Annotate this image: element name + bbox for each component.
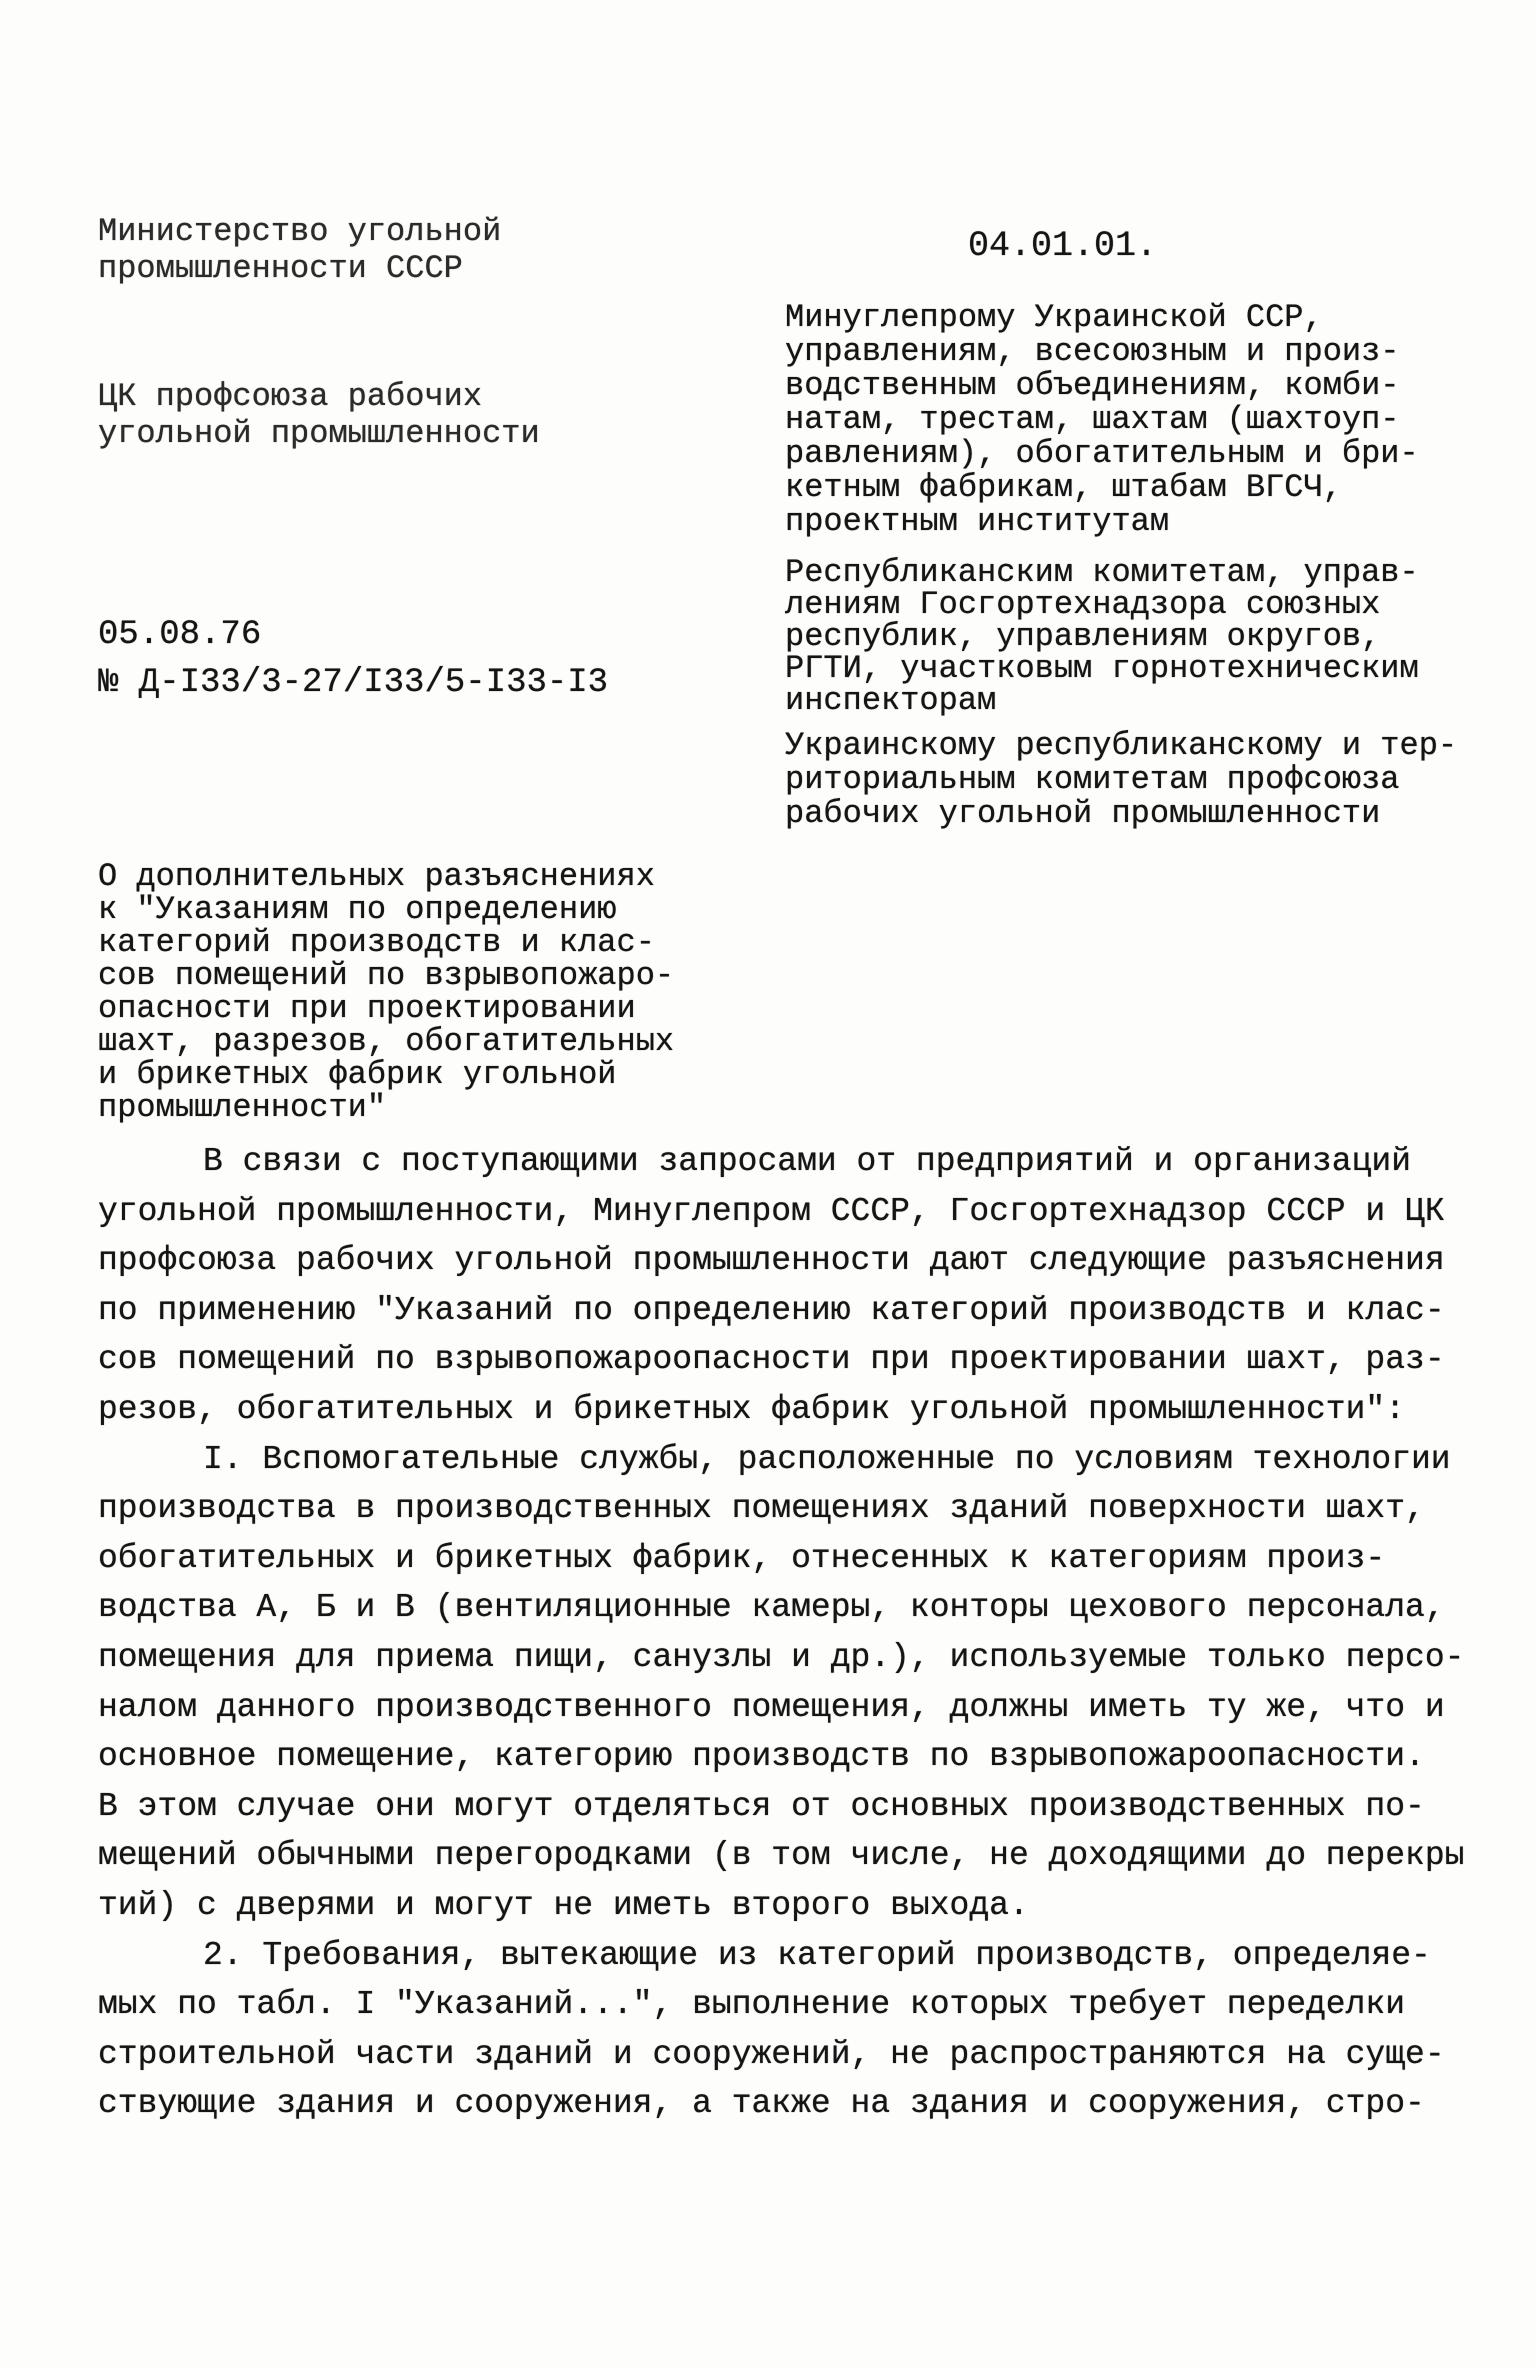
addressee-line: РГТИ, участковым горнотехническим [785,650,1419,687]
subject-line: к "Указаниям по определению [98,891,617,928]
issuer-ministry [98,213,501,287]
body-line: 2. Требования, вытекающие из категорий производств, определяе- [203,1936,1431,1974]
addressee-group-2 [785,554,1419,719]
addressee-line: кетным фабрикам, штабам ВГСЧ, [785,469,1342,506]
issuer-line: угольной промышленности [98,415,540,452]
body-line: профсоюза рабочих угольной промышленности дают следующие разъяснения [98,1242,1445,1280]
addressee-line: Украинскому республиканскому и тер- [785,727,1458,764]
body-line: В этом случае они могут отделяться от основных производственных по- [98,1787,1425,1825]
issuer-line: Министерство угольной [98,213,502,250]
subject-line: опасности при проектировании [98,990,636,1027]
addressee-line: Минуглепрому Украинской ССР, [785,299,1323,336]
addressee-line: республик, управлениям округов, [785,618,1381,655]
document-number-text: № Д-I33/3-27/I33/5-I33-I3 [98,664,609,702]
body-line: мещений обычными перегородками (в том числе, не доходящими до перекры [98,1837,1465,1875]
body-line: по применению "Указаний по определению категорий производств и клас- [98,1291,1445,1329]
body-line: водства А, Б и В (вентиляционные камеры, конторы цехового персонала, [98,1589,1445,1627]
addressee-line: инспекторам [785,682,997,719]
body-line: обогатительных и брикетных фабрик, отнесенных к категориям произ- [98,1539,1386,1577]
document-body [98,1137,1464,2129]
document-date-text: 05.08.76 [98,616,262,654]
issuer-line: промышленности СССР [98,250,463,287]
addressee-line: проектным институтам [785,503,1170,540]
issuer-union [98,378,540,452]
body-line: В связи с поступающими запросами от предприятий и организаций [203,1143,1411,1180]
body-line: резов, обогатительных и брикетных фабрик угольной промышленности": [98,1390,1406,1428]
body-line: мых по табл. I "Указаний...", выполнение которых требует переделки [98,1986,1406,2024]
body-line: помещения для приема пищи, санузлы и др.), используемые только персо- [98,1638,1465,1676]
subject-line: категорий производств и клас- [98,924,655,961]
body-line: основное помещение, категорию производств по взрывопожароопасности. [98,1738,1425,1776]
addressee-line: риториальным комитетам профсоюза [785,761,1400,798]
document-date [98,615,261,655]
document-number [98,663,608,703]
addressee-line: рабочих угольной промышленности [785,795,1381,832]
body-line: налом данного производственного помещения, должны иметь ту же, что и [98,1688,1445,1726]
subject-line: О дополнительных разъяснениях [98,858,655,895]
body-line: тий) с дверями и могут не иметь второго выхода. [98,1886,1029,1924]
addressee-group-3 [785,729,1457,831]
body-line: I. Вспомогательные службы, расположенные по условиям технологии [203,1440,1451,1478]
subject-line: шахт, разрезов, обогатительных [98,1023,675,1060]
issuer-line: ЦК профсоюза рабочих [98,378,483,415]
dispatch-date [968,226,1157,266]
subject-line: и брикетных фабрик угольной [98,1056,617,1093]
subject-line: сов помещений по взрывопожаро- [98,957,675,994]
dispatch-date-text: 04.01.01. [968,226,1158,266]
body-line: производства в производственных помещениях зданий поверхности шахт, [98,1490,1425,1528]
addressee-line: водственным объединениям, комби- [785,367,1400,404]
body-line: угольной промышленности, Минуглепром СССР, Госгортехнадзор СССР и ЦК [98,1192,1445,1230]
addressee-line: управлениям, всесоюзным и произ- [785,333,1400,370]
addressee-line: равлениям), обогатительным и бри- [785,435,1419,472]
body-line: сов помещений по взрывопожароопасности при проектировании шахт, раз- [98,1341,1445,1379]
body-line: строительной части зданий и сооружений, не распространяются на суще- [98,2035,1445,2073]
addressee-group-1 [785,301,1419,539]
body-line: ствующие здания и сооружения, а также на здания и сооружения, стро- [98,2085,1425,2123]
document-subject [98,860,674,1124]
addressee-line: лениям Госгортехнадзора союзных [785,586,1381,623]
addressee-line: Республиканским комитетам, управ- [785,554,1419,591]
addressee-line: натам, трестам, шахтам (шахтоуп- [785,401,1400,438]
subject-line: промышленности" [98,1089,387,1126]
